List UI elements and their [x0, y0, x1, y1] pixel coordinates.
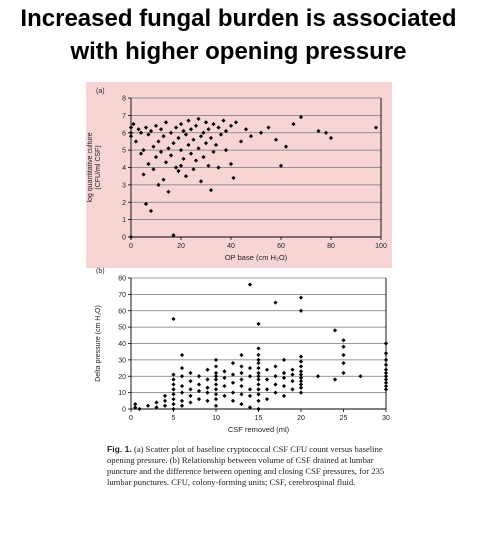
- chart-a-ytick-label: 7: [122, 112, 126, 120]
- chart-b-point: [180, 404, 184, 408]
- chart-a-ylabel: (CFU/ml CSF): [95, 145, 102, 190]
- chart-b-point: [316, 374, 320, 378]
- chart-b-point: [205, 391, 209, 395]
- chart-b-point: [171, 382, 175, 386]
- chart-b-point: [299, 355, 303, 359]
- chart-b-point: [171, 402, 175, 406]
- chart-b-point: [239, 384, 243, 388]
- chart-b-point: [197, 397, 201, 401]
- chart-b-ytick-label: 30: [118, 357, 126, 365]
- chart-b-point: [290, 368, 294, 372]
- caption-label: Fig. 1.: [107, 444, 132, 454]
- chart-b-point: [384, 368, 388, 372]
- chart-a-ytick-label: 0: [122, 234, 126, 242]
- chart-b-point: [197, 374, 201, 378]
- chart-b-point: [248, 366, 252, 370]
- chart-b-point: [171, 407, 175, 411]
- chart-b-point: [214, 358, 218, 362]
- chart-b-xtick-label: 10: [212, 415, 220, 422]
- chart-b-point: [171, 317, 175, 321]
- chart-b-xtick-label: 0: [129, 415, 133, 422]
- chart-b-point: [282, 394, 286, 398]
- chart-b-point: [248, 387, 252, 391]
- chart-b-point: [214, 397, 218, 401]
- chart-a-ytick-label: 2: [122, 199, 126, 207]
- chart-b-point: [239, 377, 243, 381]
- chart-b-point: [171, 387, 175, 391]
- chart-b-point: [205, 386, 209, 390]
- chart-b-point: [188, 400, 192, 404]
- chart-b-point: [137, 407, 141, 411]
- chart-a-xtick-label: 40: [227, 243, 235, 250]
- chart-b-point: [273, 391, 277, 395]
- chart-a-ytick-label: 3: [122, 182, 126, 190]
- chart-b-point: [188, 379, 192, 383]
- chart-b-point: [163, 394, 167, 398]
- chart-b-point: [299, 391, 303, 395]
- chart-b-ytick-label: 80: [118, 275, 126, 283]
- chart-b-point: [384, 351, 388, 355]
- chart-b-point: [256, 358, 260, 362]
- chart-b-point: [273, 382, 277, 386]
- chart-b-ytick-label: 10: [118, 390, 126, 398]
- chart-b-xtick-label: 5: [171, 415, 176, 422]
- chart-b-point: [214, 387, 218, 391]
- chart-a-panel-label: (a): [96, 88, 105, 95]
- chart-b-point: [171, 377, 175, 381]
- chart-b-point: [180, 366, 184, 370]
- chart-b-point: [290, 387, 294, 391]
- chart-b-ytick-label: 0: [122, 406, 126, 414]
- chart-a-ylabel: log quantitative culture: [87, 132, 94, 203]
- chart-b-point: [222, 384, 226, 388]
- chart-b-point: [256, 387, 260, 391]
- chart-b-point: [188, 394, 192, 398]
- chart-b-point: [214, 371, 218, 375]
- chart-a-ytick-label: 8: [122, 95, 126, 103]
- chart-b-point: [239, 371, 243, 375]
- chart-b-point: [205, 368, 209, 372]
- title-line-2: with higher opening pressure: [70, 38, 407, 65]
- chart-b-point: [282, 384, 286, 388]
- chart-b-point: [341, 361, 345, 365]
- chart-b-ytick-label: 40: [118, 341, 126, 348]
- chart-b-point: [299, 309, 303, 313]
- chart-b-point: [171, 397, 175, 401]
- chart-b-point: [231, 361, 235, 365]
- chart-b-point: [180, 391, 184, 395]
- chart-b-point: [256, 366, 260, 370]
- chart-b-point: [282, 358, 286, 362]
- slide-title: [0, 2, 477, 68]
- chart-b-point: [265, 387, 269, 391]
- chart-b-point: [239, 402, 243, 406]
- chart-b-point: [197, 382, 201, 386]
- chart-b-point: [256, 322, 260, 326]
- chart-b-point: [248, 394, 252, 398]
- chart-a-xlabel: OP base (cm H₂O): [224, 253, 288, 262]
- chart-b-point: [180, 399, 184, 403]
- chart-b-point: [231, 391, 235, 395]
- chart-a-scatter: [86, 82, 392, 268]
- chart-b-panel-label: (b): [96, 268, 105, 275]
- chart-a-ytick-label: 5: [122, 147, 126, 155]
- chart-b-point: [146, 404, 150, 408]
- chart-a-ytick-label: 1: [122, 217, 126, 225]
- chart-b-point: [273, 300, 277, 304]
- chart-a-background: [86, 82, 392, 268]
- chart-b-point: [341, 353, 345, 357]
- chart-b-point: [341, 371, 345, 375]
- chart-b-ytick-label: 50: [118, 324, 126, 332]
- chart-b-point: [256, 353, 260, 357]
- chart-b-point: [248, 374, 252, 378]
- chart-b-ylabel: Delta pressure (cm H₂O): [95, 305, 102, 382]
- chart-b-point: [154, 400, 158, 404]
- chart-b-point: [180, 384, 184, 388]
- chart-b-xtick-label: 20: [297, 415, 305, 422]
- chart-a-ytick-label: 4: [122, 165, 126, 172]
- chart-b-point: [341, 345, 345, 349]
- chart-b-point: [273, 374, 277, 378]
- chart-b-point: [222, 369, 226, 373]
- chart-b-point: [384, 363, 388, 367]
- chart-b-point: [248, 282, 252, 286]
- chart-b-point: [133, 402, 137, 406]
- chart-a-ytick-label: 6: [122, 130, 126, 138]
- chart-b-point: [188, 371, 192, 375]
- chart-b-point: [384, 341, 388, 345]
- chart-b-point: [205, 399, 209, 403]
- chart-b-point: [205, 377, 209, 381]
- chart-b-point: [256, 346, 260, 350]
- chart-b-point: [231, 381, 235, 385]
- chart-b-point: [231, 399, 235, 403]
- chart-b-point: [384, 358, 388, 362]
- chart-b-point: [214, 404, 218, 408]
- chart-a-xtick-label: 60: [277, 243, 285, 250]
- chart-b-point: [256, 371, 260, 375]
- chart-b-point: [256, 382, 260, 386]
- chart-b-point: [299, 369, 303, 373]
- title-line-1: Increased fungal burden is associated: [20, 5, 457, 32]
- chart-b-point: [214, 364, 218, 368]
- chart-b-point: [188, 387, 192, 391]
- chart-b-point: [358, 374, 362, 378]
- chart-b-point: [239, 364, 243, 368]
- chart-b-ytick-label: 70: [118, 291, 126, 299]
- chart-b-point: [333, 328, 337, 332]
- chart-a-xtick-label: 100: [375, 243, 387, 250]
- chart-b-point: [265, 377, 269, 381]
- chart-b-xtick-label: 15: [254, 415, 263, 422]
- chart-b-point: [180, 353, 184, 357]
- chart-b-point: [256, 399, 260, 403]
- caption-text: (a) Scatter plot of baseline cryptococcal CSF CFU count versus baseline opening pressure. (b) Relationship between volume of CSF drained at lumbar puncture and the difference between opening and closing CSF pressures, for 235 lumbar punctures. CFU, colony-forming units; CSF, cerebrospinal fluid.: [107, 444, 385, 487]
- chart-b-point: [333, 377, 337, 381]
- chart-b-point: [222, 394, 226, 398]
- chart-b-point: [265, 397, 269, 401]
- chart-b-scatter: [86, 262, 392, 444]
- chart-b-point: [299, 364, 303, 368]
- chart-b-xlabel: CSF removed (ml): [227, 425, 290, 434]
- chart-b-point: [256, 407, 260, 411]
- chart-b-point: [299, 296, 303, 300]
- chart-b-point: [265, 368, 269, 372]
- chart-a-xtick-label: 20: [177, 243, 185, 250]
- chart-a-xtick-label: 0: [129, 243, 133, 250]
- chart-b-point: [239, 353, 243, 357]
- chart-b-point: [163, 404, 167, 408]
- chart-b-point: [282, 371, 286, 375]
- chart-b-point: [341, 338, 345, 342]
- chart-b-point: [214, 382, 218, 386]
- chart-b-ytick-label: 60: [118, 308, 126, 316]
- chart-b-xtick-label: 30: [382, 415, 390, 422]
- chart-b-point: [180, 374, 184, 378]
- chart-b-point: [163, 399, 167, 403]
- chart-b-ytick-label: 20: [118, 373, 126, 381]
- chart-a-xtick-label: 80: [327, 243, 335, 250]
- figure-caption: [107, 444, 389, 488]
- chart-b-point: [273, 364, 277, 368]
- chart-b-point: [290, 379, 294, 383]
- chart-b-xtick-label: 25: [339, 415, 348, 422]
